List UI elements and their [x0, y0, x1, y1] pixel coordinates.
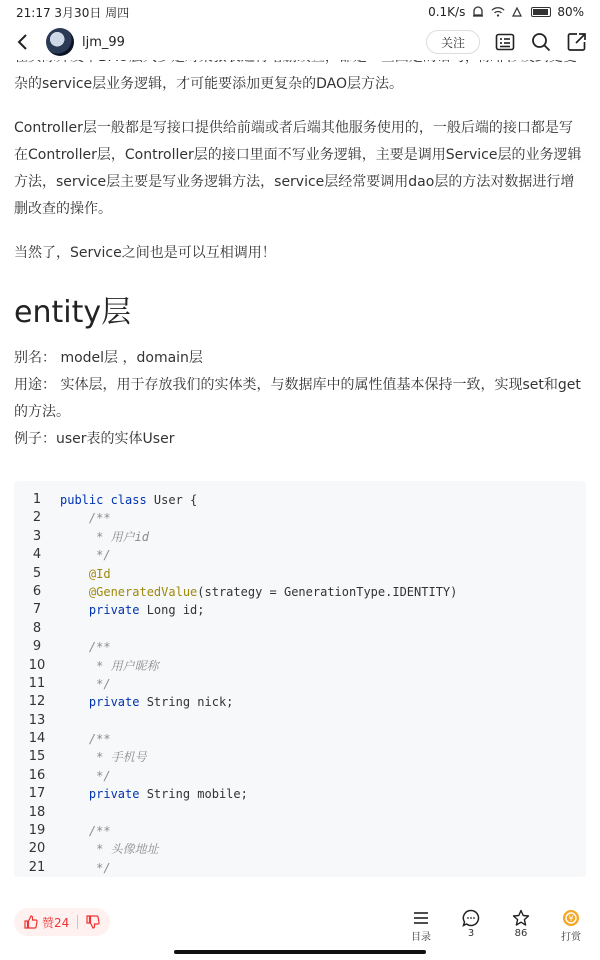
toc-button[interactable]: [406, 908, 436, 943]
code-line: [14, 620, 586, 638]
usage-line: 用途： 实体层，用于存放我们的实体类，与数据库中的属性值基本保持一致，实现set和get的方法。: [14, 377, 581, 420]
code-line: [14, 601, 586, 619]
code-text: * 用户id: [60, 529, 150, 544]
line-number: 12: [28, 694, 46, 710]
code-line: [14, 509, 586, 527]
code-line: [14, 657, 586, 675]
code-text: */: [60, 768, 111, 783]
signal-icon: [511, 6, 525, 18]
line-number: 13: [28, 712, 46, 728]
network-speed: 0.1K/s: [428, 5, 466, 19]
code-line: [14, 859, 586, 877]
alias-line: 别名： model层 ，domain层: [14, 350, 203, 366]
line-number: 4: [32, 547, 42, 563]
status-bar: [0, 0, 600, 24]
battery-icon: [531, 7, 551, 17]
line-number: 14: [28, 731, 46, 747]
code-line: [14, 638, 586, 656]
code-text: */: [60, 676, 111, 691]
line-number: 8: [32, 620, 42, 636]
coin-icon: [562, 909, 580, 927]
tip-label: 打赏: [561, 932, 581, 943]
code-line: [14, 748, 586, 766]
alarm-icon: [471, 6, 485, 18]
code-line: [14, 546, 586, 564]
status-left: [16, 4, 129, 21]
toc-label: 目录: [411, 932, 431, 943]
article-body: [0, 44, 600, 900]
code-text: */: [60, 860, 111, 875]
status-time: 21:17: [16, 5, 51, 20]
avatar[interactable]: [46, 28, 74, 56]
code-line: [14, 730, 586, 748]
code-text: @GeneratedValue(strategy = GenerationType.IDENTITY): [88, 584, 458, 599]
line-number: 3: [32, 528, 42, 544]
share-icon[interactable]: [566, 31, 588, 53]
line-number: 18: [28, 804, 46, 820]
wifi-icon: [491, 6, 505, 18]
follow-button[interactable]: 关注: [426, 30, 480, 54]
code-line: [14, 583, 586, 601]
nav-actions: [426, 30, 588, 54]
code-line: [14, 491, 586, 509]
line-number: 11: [28, 675, 46, 691]
star-icon: [512, 909, 530, 927]
code-text: /**: [60, 824, 111, 839]
like-button[interactable]: [24, 914, 69, 931]
favorite-button[interactable]: [506, 908, 536, 943]
code-text: * 头像地址: [60, 842, 159, 857]
list-icon: [413, 911, 429, 925]
status-right: [428, 5, 584, 19]
paragraph-dao: 杂的service层业务逻辑，才可能要添加更复杂的DAO层方法。: [14, 76, 404, 92]
code-line: [14, 785, 586, 803]
search-icon[interactable]: [530, 31, 552, 53]
like-group: [14, 908, 110, 936]
code-text: private Long id;: [88, 603, 205, 618]
line-number: 21: [28, 859, 46, 875]
line-number: 15: [28, 749, 46, 765]
paragraph-controller: Controller层一般都是写接口提供给前端或者后端其他服务使用的，一般后端的接口都是写在Controller层，Controller层的接口里面不写业务逻辑，主要是调用Service层的业务逻辑方法，service层主要是写业务逻辑方法，service层经常要调用dao层的方法对数据进行增删改查的操作。: [14, 120, 582, 217]
like-divider: [77, 915, 78, 929]
code-text: * 手机号: [60, 750, 147, 765]
code-line: [14, 712, 586, 730]
line-number: 10: [28, 657, 46, 673]
code-line: [14, 565, 586, 583]
line-number: 16: [28, 767, 46, 783]
code-block[interactable]: [14, 481, 586, 877]
line-number: 19: [28, 823, 46, 839]
line-number: 5: [32, 565, 42, 581]
section-heading: entity层: [14, 295, 132, 330]
line-number: 2: [32, 510, 42, 526]
code-text: * 用户昵称: [60, 658, 159, 673]
thumbs-down-icon[interactable]: [86, 915, 100, 929]
code-line: [14, 822, 586, 840]
code-line: [14, 693, 586, 711]
code-line: [14, 840, 586, 858]
code-text: private String mobile;: [88, 787, 248, 802]
example-line: 例子：user表的实体User: [14, 431, 175, 447]
code-text: public class User {: [60, 493, 198, 507]
paragraph-service: 当然了，Service之间也是可以互相调用！: [14, 245, 276, 261]
code-text: /**: [60, 511, 111, 526]
comment-count: 3: [467, 928, 475, 939]
like-count: 赞24: [42, 915, 70, 930]
username[interactable]: ljm_99: [82, 34, 125, 50]
line-number: 20: [28, 841, 46, 857]
comment-button[interactable]: [456, 908, 486, 943]
code-text: /**: [60, 640, 111, 655]
code-line: [14, 675, 586, 693]
bottom-actions: [406, 908, 586, 943]
code-text: @Id: [60, 566, 111, 581]
tip-button[interactable]: [556, 908, 586, 943]
thumbs-up-icon: [24, 915, 38, 929]
code-line: [14, 528, 586, 546]
code-text: /**: [60, 732, 111, 747]
code-text: private String nick;: [88, 695, 234, 710]
code-line: [14, 767, 586, 785]
line-number: 9: [32, 639, 42, 655]
code-line: [14, 804, 586, 822]
comment-icon: [462, 909, 480, 927]
back-icon[interactable]: [12, 32, 32, 52]
home-indicator[interactable]: [174, 950, 426, 954]
favorite-count: 86: [514, 928, 528, 939]
toc-icon[interactable]: [494, 31, 516, 53]
code-text: */: [60, 548, 111, 563]
battery-level: 80%: [557, 5, 584, 19]
svg-text:¥: ¥: [568, 914, 574, 923]
top-nav: [0, 24, 600, 60]
status-date: 3月30日: [54, 5, 102, 20]
line-number: 7: [32, 602, 42, 618]
line-number: 1: [32, 492, 42, 507]
line-number: 17: [28, 786, 46, 802]
line-number: 6: [32, 583, 42, 599]
status-weekday: 周四: [105, 5, 130, 20]
